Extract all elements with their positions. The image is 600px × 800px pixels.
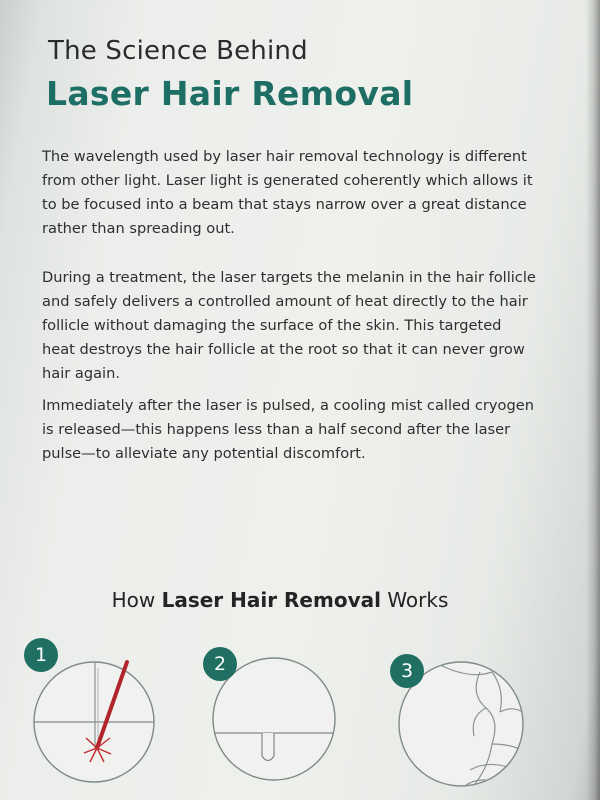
paragraph-treatment: During a treatment, the laser targets the melanin in the hair follicle and safely delivers a controlled amount of heat directly to the hair follicle without damaging the surface of the skin. This targeted heat destroys the hair follicle at the root so that it can never grow hair again. (42, 269, 536, 382)
page-pretitle: The Science Behind (48, 36, 308, 66)
paragraph-cryogen: Immediately after the laser is pulsed, a cooling mist called cryogen is released—this happens less than a half second after the laser pulse—to alleviate any potential discomfort. (42, 397, 534, 462)
step-3-badge: 3 (390, 654, 424, 688)
section-title-bold: Laser Hair Removal (161, 588, 381, 612)
step-2-badge: 2 (203, 647, 237, 681)
section-title-suffix: Works (387, 588, 449, 612)
section-title-prefix: How (111, 588, 156, 612)
step-1-badge: 1 (24, 638, 58, 672)
page-title: Laser Hair Removal (46, 74, 414, 113)
paragraph-wavelength: The wavelength used by laser hair removal technology is different from other light. Laser light is generated coherently which allows it to be focused into a beam that stays narrow over a great distance rather than spreading out. (42, 148, 533, 237)
